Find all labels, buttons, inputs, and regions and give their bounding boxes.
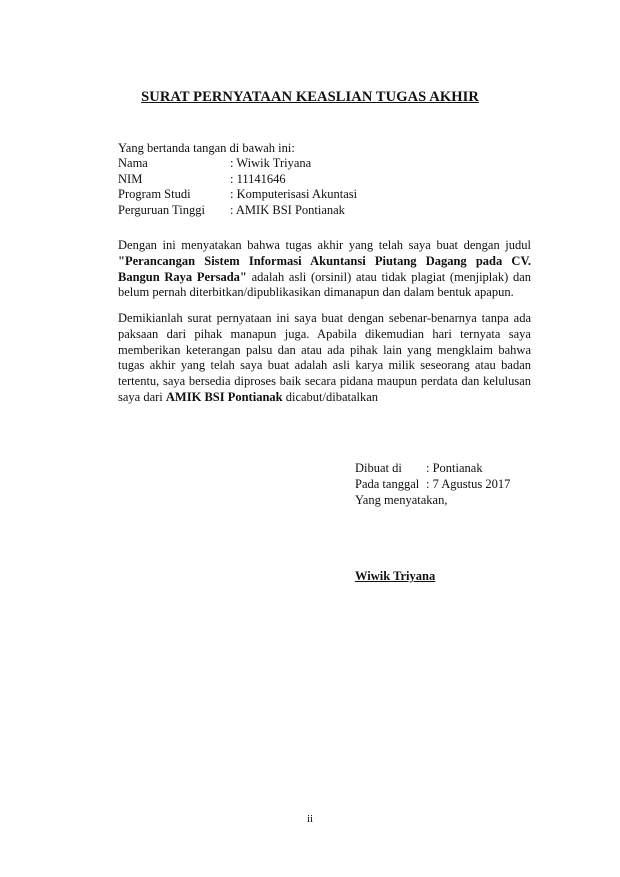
place-value: : Pontianak bbox=[426, 461, 483, 475]
field-row-nama bbox=[118, 156, 357, 172]
place-label: Dibuat di bbox=[355, 461, 402, 475]
intro-text: Yang bertanda tangan di bawah ini: bbox=[118, 141, 295, 155]
field-label: Program Studi bbox=[118, 187, 191, 201]
paragraph-text: dicabut/dibatalkan bbox=[282, 389, 379, 404]
field-value: : 11141646 bbox=[230, 171, 286, 186]
field-label: Nama bbox=[118, 156, 148, 170]
field-row-perguruan-tinggi bbox=[118, 203, 357, 219]
thesis-title: "Perancangan Sistem Informasi Akuntansi Piutang Dagang pada CV. Bangun Raya Persada" bbox=[118, 253, 531, 284]
date-value: : 7 Agustus 2017 bbox=[426, 477, 511, 491]
field-value: : Wiwik Triyana bbox=[230, 156, 312, 170]
place-row bbox=[355, 460, 510, 476]
page-number: ii bbox=[306, 813, 314, 825]
field-value: : AMIK BSI Pontianak bbox=[230, 202, 345, 217]
field-row-nim bbox=[118, 172, 357, 188]
field-label: Perguruan Tinggi bbox=[118, 202, 205, 217]
paragraph-text: adalah asli (orsinil) atau tidak plagiat (menjiplak) dan belum pernah diterbitkan/dipublikasikan dimanapun dan dalam bentuk apapun. bbox=[118, 269, 532, 300]
declaration-paragraph bbox=[118, 311, 531, 406]
signer-name: Wiwik Triyana bbox=[355, 569, 436, 583]
document-title: SURAT PERNYATAAN KEASLIAN TUGAS AKHIR bbox=[141, 89, 479, 105]
statement-closing: Yang menyatakan, bbox=[355, 493, 448, 507]
date-row bbox=[355, 476, 510, 492]
field-value: : Komputerisasi Akuntasi bbox=[230, 187, 358, 201]
statement-paragraph bbox=[118, 238, 531, 301]
field-label: NIM bbox=[118, 171, 143, 186]
field-row-program-studi bbox=[118, 187, 357, 203]
date-label: Pada tanggal bbox=[355, 477, 420, 491]
identity-fields bbox=[118, 156, 357, 218]
institution-name: AMIK BSI Pontianak bbox=[165, 389, 283, 404]
paragraph-text: Dengan ini menyatakan bahwa tugas akhir yang telah saya buat dengan judul bbox=[118, 238, 531, 252]
signature-block bbox=[355, 460, 510, 508]
paragraph-text: Demikianlah surat pernyataan ini saya buat dengan sebenar-benarnya tanpa ada paksaan dari pihak manapun juga. Apabila dikemudian hari ternyata saya memberikan keterangan palsu dan atau ada pihak lain yang mengklaim bahwa tugas akhir yang telah saya buat adalah asli karya milik seseorang atau badan tertentu, saya bersedia diproses baik secara pidana maupun perdata dan kelulusan saya dari bbox=[118, 311, 531, 404]
